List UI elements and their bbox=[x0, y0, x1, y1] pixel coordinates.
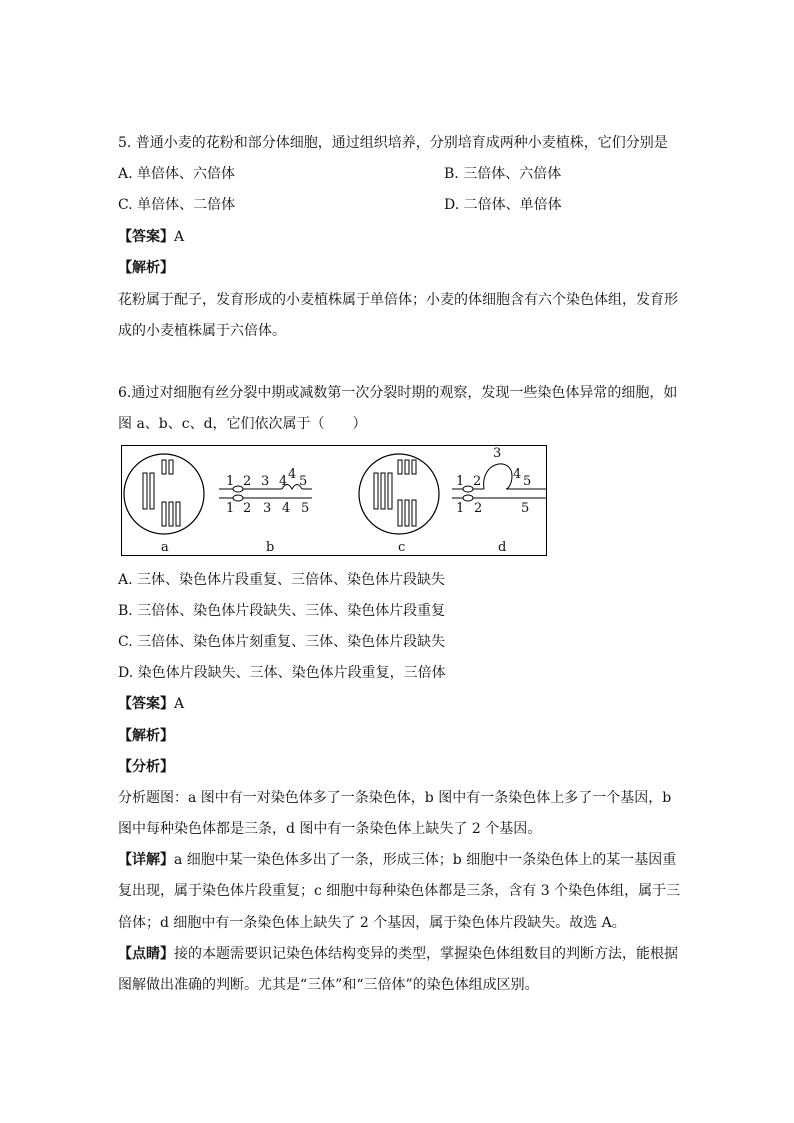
b-top-gene: 4 bbox=[279, 474, 288, 489]
dianjing-tag: 【点睛】 bbox=[118, 946, 174, 962]
d-top-gene: 3 bbox=[493, 446, 502, 461]
q6-fenxi-line-1: 分析题图：a 图中有一对染色体多了一条染色体，b 图中有一条染色体上多了一个基因，b bbox=[118, 790, 672, 806]
answer-value: A bbox=[174, 229, 185, 245]
cell-a-chromosome bbox=[150, 473, 154, 509]
cell-a-chromosome bbox=[169, 460, 173, 474]
q6-xiangjie-line-3: 倍体；d 细胞中有一条染色体上缺失了 2 个基因，属于染色体片段缺失。故选 A。 bbox=[118, 915, 626, 931]
cell-c-chromosome bbox=[398, 460, 402, 474]
b-bottom-gene: 1 bbox=[226, 501, 235, 516]
cell-a-chromosome bbox=[162, 460, 166, 474]
panel-label-c: c bbox=[398, 540, 406, 555]
q6-option-d: D. 染色体片段缺失、三体、染色体片段重复，三倍体 bbox=[118, 665, 446, 681]
q6-answer bbox=[118, 694, 184, 714]
panel-d-chromosomes bbox=[452, 464, 547, 501]
cell-a-chromosome bbox=[143, 473, 147, 509]
q6-xiangjie-line-2: 复出现，属于染色体片段重复；c 细胞中每种染色体都是三条，含有 3 个染色体组，属于三 bbox=[118, 883, 681, 899]
panel-label-d: d bbox=[498, 540, 507, 555]
panel-label-a: a bbox=[161, 540, 169, 555]
q6-option-a: A. 三体、染色体片段重复、三倍体、染色体片段缺失 bbox=[118, 572, 446, 588]
answer-value: A bbox=[174, 696, 185, 712]
q5-analysis-line-2: 成的小麦植株属于六倍体。 bbox=[118, 323, 286, 339]
cell-c-chromosome bbox=[388, 473, 392, 509]
q6-stem-line-1: 6.通过对细胞有丝分裂中期或减数第一次分裂时期的观察，发现一些染色体异常的细胞，如 bbox=[118, 385, 678, 401]
cell-a-chromosome bbox=[162, 502, 166, 526]
cell-c-chromosome bbox=[405, 460, 409, 474]
q5-option-a: A. 单倍体、六倍体 bbox=[118, 166, 236, 182]
cell-c-circle bbox=[359, 454, 439, 534]
cell-c-chromosome bbox=[374, 473, 378, 509]
q6-dianjing-line-2: 图解做出准确的判断。尤其是“三体”和“三倍体”的染色体组成区别。 bbox=[118, 977, 539, 993]
cell-c-chromosome bbox=[405, 500, 409, 526]
b-top-gene: 5 bbox=[299, 474, 308, 489]
answer-tag: 【答案】 bbox=[118, 229, 174, 245]
q5-option-d: D. 二倍体、单倍体 bbox=[444, 197, 562, 213]
q5-analysis-line-1: 花粉属于配子，发育形成的小麦植株属于单倍体；小麦的体细胞含有六个染色体组，发育形 bbox=[118, 292, 678, 308]
d-top-gene: 5 bbox=[523, 474, 532, 489]
b-top-gene: 4 bbox=[288, 467, 297, 482]
q6-option-b: B. 三倍体、染色体片段缺失、三体、染色体片段重复 bbox=[118, 603, 446, 619]
xiangjie-tag: 【详解】 bbox=[118, 852, 174, 868]
cell-a-chromosome bbox=[176, 502, 180, 526]
cell-c-chromosome bbox=[398, 500, 402, 526]
q6-stem-line-2: 图 a、b、c、d，它们依次属于（ ） bbox=[118, 416, 367, 432]
answer-tag: 【答案】 bbox=[118, 696, 174, 712]
cell-a-chromosome bbox=[169, 502, 173, 526]
q5-option-c: C. 单倍体、二倍体 bbox=[118, 197, 236, 213]
d-bottom-gene: 2 bbox=[474, 501, 483, 516]
b-top-gene: 1 bbox=[226, 474, 235, 489]
q6-fenxi-tag: 【分析】 bbox=[118, 759, 174, 775]
q5-answer bbox=[118, 227, 184, 247]
d-top-gene: 2 bbox=[473, 474, 482, 489]
d-top-gene: 4 bbox=[513, 467, 522, 482]
b-top-gene: 3 bbox=[261, 474, 270, 489]
cell-c-chromosome bbox=[412, 460, 416, 474]
cell-c-chromosome bbox=[412, 500, 416, 526]
panel-label-b: b bbox=[266, 540, 275, 555]
b-bottom-gene: 4 bbox=[282, 501, 291, 516]
b-top-gene: 2 bbox=[243, 474, 252, 489]
b-bottom-gene: 2 bbox=[243, 501, 252, 516]
cell-c-chromosome bbox=[381, 473, 385, 509]
q6-xiangjie-line-1 bbox=[118, 850, 676, 870]
q5-stem: 5. 普通小麦的花粉和部分体细胞，通过组织培养，分别培育成两种小麦植株，它们分别是 bbox=[118, 135, 668, 151]
d-top-gene: 1 bbox=[456, 474, 465, 489]
cell-a-circle bbox=[124, 454, 204, 534]
chromosome-figure bbox=[121, 445, 547, 556]
b-bottom-gene: 3 bbox=[263, 501, 272, 516]
q6-option-c: C. 三倍体、染色体片刻重复、三体、染色体片段缺失 bbox=[118, 634, 446, 650]
xiangjie-text: a 细胞中某一染色体多出了一条，形成三体；b 细胞中一条染色体上的某一基因重 bbox=[174, 852, 677, 868]
dianjing-text: 接的本题需要识记染色体结构变异的类型，掌握染色体组数目的判断方法，能根据 bbox=[174, 946, 678, 962]
q5-analysis-tag: 【解析】 bbox=[118, 260, 174, 276]
b-bottom-gene: 5 bbox=[301, 501, 310, 516]
q5-option-b: B. 三倍体、六倍体 bbox=[444, 166, 562, 182]
chromosome-diagram bbox=[122, 446, 548, 557]
q6-fenxi-line-2: 图中每种染色体都是三条，d 图中有一条染色体上缺失了 2 个基因。 bbox=[118, 821, 542, 837]
d-bottom-gene: 1 bbox=[456, 501, 465, 516]
q6-dianjing-line-1 bbox=[118, 944, 678, 964]
d-bottom-gene: 5 bbox=[521, 501, 530, 516]
q6-analysis-tag: 【解析】 bbox=[118, 728, 174, 744]
